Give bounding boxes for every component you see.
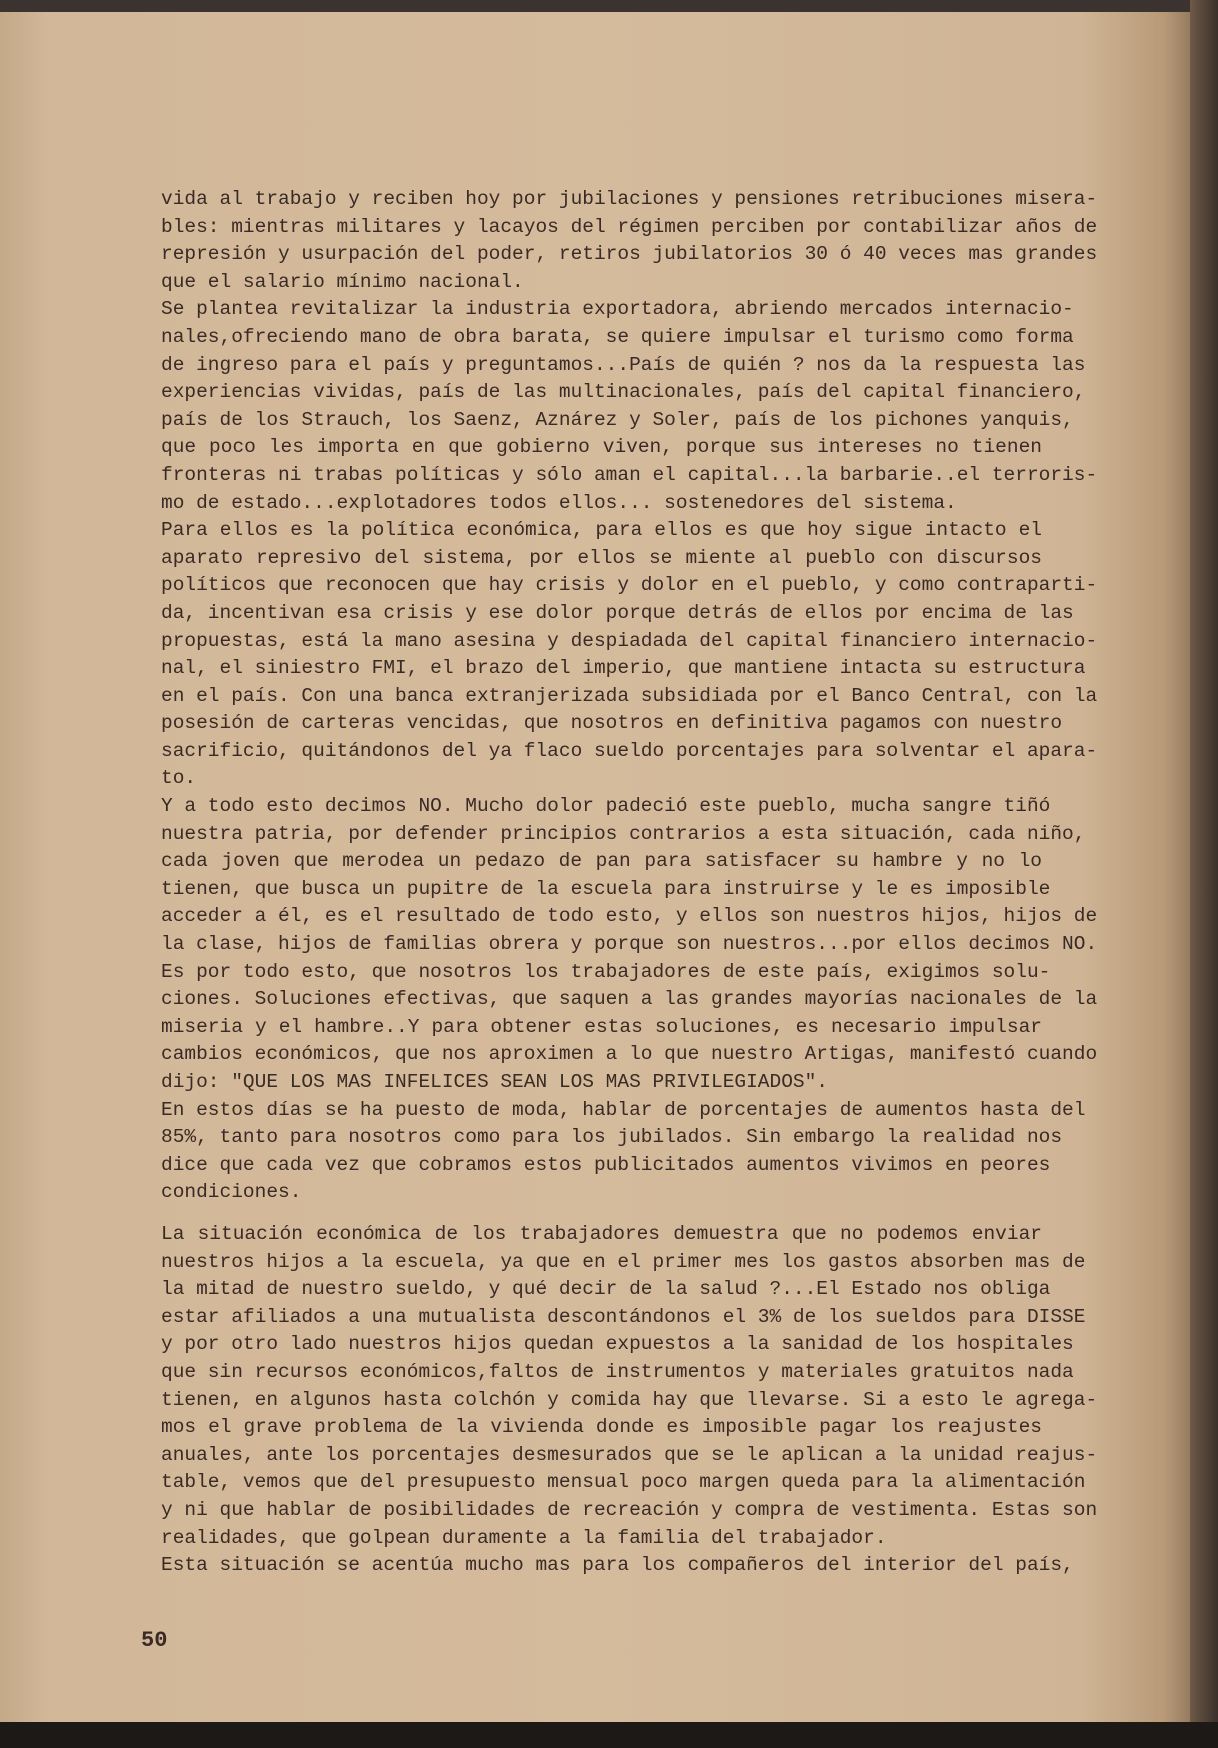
text-line: nuestra patria, por defender principios contrarios a esta situación, cada niño, [161, 822, 1086, 845]
text-line: posesión de carteras vencidas, que nosotros en definitiva pagamos con nuestro [161, 712, 1063, 735]
text-line: país de los Strauch, los Saenz, Aznárez y Soler, país de los pichones yanquis, [161, 408, 1074, 431]
paragraph [161, 1221, 1098, 1552]
page-number: 50 [141, 1628, 168, 1653]
text-line: mo de estado...explotadores todos ellos... sostenedores del sistema. [161, 491, 957, 514]
text-line: mos el grave problema de la vivienda donde es imposible pagar los reajustes [161, 1416, 1042, 1439]
text-line: experiencias vividas, país de las multinacionales, país del capital financiero, [161, 381, 1086, 404]
text-line: bles: mientras militares y lacayos del régimen perciben por contabilizar años de [161, 215, 1098, 238]
paragraph [161, 1097, 1086, 1207]
text-line: condiciones. [161, 1181, 302, 1204]
paragraph [161, 793, 1098, 1097]
text-line: Se plantea revitalizar la industria exportadora, abriendo mercados internacio- [161, 298, 1074, 321]
scan-bottom-border [0, 1722, 1218, 1748]
scan-right-edge [1190, 0, 1218, 1748]
text-line: miseria y el hambre..Y para obtener estas soluciones, es necesario impulsar [161, 1015, 1042, 1038]
text-line: vida al trabajo y reciben hoy por jubilaciones y pensiones retribuciones misera- [161, 188, 1098, 210]
text-line: nales,ofreciendo mano de obra barata, se quiere impulsar el turismo como forma [161, 325, 1074, 348]
text-line: la clase, hijos de familias obrera y porque son nuestros...por ellos decimos NO. [161, 933, 1098, 956]
text-line: dijo: "QUE LOS MAS INFELICES SEAN LOS MAS PRIVILEGIADOS". [161, 1071, 829, 1093]
text-line: cambios económicos, que nos aproximen a lo que nuestro Artigas, manifestó cuando [161, 1043, 1098, 1066]
paragraph [161, 1552, 1074, 1580]
text-line: acceder a él, es el resultado de todo esto, y ellos son nuestros hijos, hijos de [161, 905, 1098, 928]
body-text [161, 186, 1098, 1580]
text-line: tienen, que busca un pupitre de la escuela para instruirse y le es imposible [161, 877, 1051, 900]
text-line: ciones. Soluciones efectivas, que saquen a las grandes mayorías nacionales de la [161, 988, 1098, 1011]
text-line: sacrificio, quitándonos del ya flaco sueldo porcentajes para solventar el apara- [161, 739, 1098, 762]
text-line: fronteras ni trabas políticas y sólo aman el capital...la barbarie..el terroris- [161, 463, 1098, 486]
text-line: La situación económica de los trabajadores demuestra que no podemos enviar [161, 1222, 1042, 1245]
text-line: anuales, ante los porcentajes desmesurados que se le aplican a la unidad reajus- [161, 1443, 1098, 1466]
text-line: políticos que reconocen que hay crisis y dolor en el pueblo, y como contraparti- [161, 574, 1098, 597]
text-line: table, vemos que del presupuesto mensual poco margen queda para la alimentación [161, 1471, 1086, 1494]
text-line: da, incentivan esa crisis y ese dolor porque detrás de ellos por encima de las [161, 601, 1074, 624]
text-line: to. [161, 767, 197, 790]
text-line: que sin recursos económicos,faltos de instrumentos y materiales gratuitos nada [161, 1360, 1074, 1383]
text-line: nuestros hijos a la escuela, ya que en el primer mes los gastos absorben mas de [161, 1250, 1086, 1273]
text-line: estar afiliados a una mutualista descontándonos el 3% de los sueldos para DISSE [161, 1305, 1086, 1328]
text-line: y por otro lado nuestros hijos quedan expuestos a la sanidad de los hospitales [161, 1333, 1074, 1356]
text-line: la mitad de nuestro sueldo, y qué decir de la salud ?...El Estado nos obliga [161, 1278, 1051, 1301]
text-line: en el país. Con una banca extranjerizada subsidiada por el Banco Central, con la [161, 684, 1098, 707]
paragraph [161, 186, 1098, 296]
text-line: 85%, tanto para nosotros como para los jubilados. Sin embargo la realidad nos [161, 1126, 1063, 1149]
text-line: Para ellos es la política económica, para ellos es que hoy sigue intacto el [161, 519, 1042, 542]
text-line: Esta situación se acentúa mucho mas para los compañeros del interior del país, [161, 1554, 1074, 1577]
text-line: y ni que hablar de posibilidades de recreación y compra de vestimenta. Estas son [161, 1498, 1098, 1521]
text-line: de ingreso para el país y preguntamos...País de quién ? nos da la respuesta las [161, 353, 1086, 376]
paragraph [161, 517, 1098, 793]
text-line: realidades, que golpean duramente a la familia del trabajador. [161, 1526, 887, 1549]
text-line: represión y usurpación del poder, retiros jubilatorios 30 ó 40 veces mas grandes [161, 243, 1098, 266]
text-line: que poco les importa en que gobierno viven, porque sus intereses no tienen [161, 436, 1042, 459]
text-line: que el salario mínimo nacional. [161, 270, 524, 293]
text-line: dice que cada vez que cobramos estos publicitados aumentos vivimos en peores [161, 1153, 1051, 1176]
text-line: Es por todo esto, que nosotros los trabajadores de este país, exigimos solu- [161, 960, 1051, 983]
text-line: Y a todo esto decimos NO. Mucho dolor padeció este pueblo, mucha sangre tiñó [161, 795, 1051, 818]
text-line: aparato represivo del sistema, por ellos se miente al pueblo con discursos [161, 546, 1042, 569]
text-line: cada joven que merodea un pedazo de pan para satisfacer su hambre y no lo [161, 850, 1042, 873]
text-line: propuestas, está la mano asesina y despiadada del capital financiero internacio- [161, 629, 1098, 652]
text-line: En estos días se ha puesto de moda, hablar de porcentajes de aumentos hasta del [161, 1098, 1086, 1121]
paragraph [161, 296, 1098, 517]
text-line: tienen, en algunos hasta colchón y comida hay que llevarse. Si a esto le agrega- [161, 1388, 1098, 1411]
text-line: nal, el siniestro FMI, el brazo del imperio, que mantiene intacta su estructura [161, 657, 1086, 680]
